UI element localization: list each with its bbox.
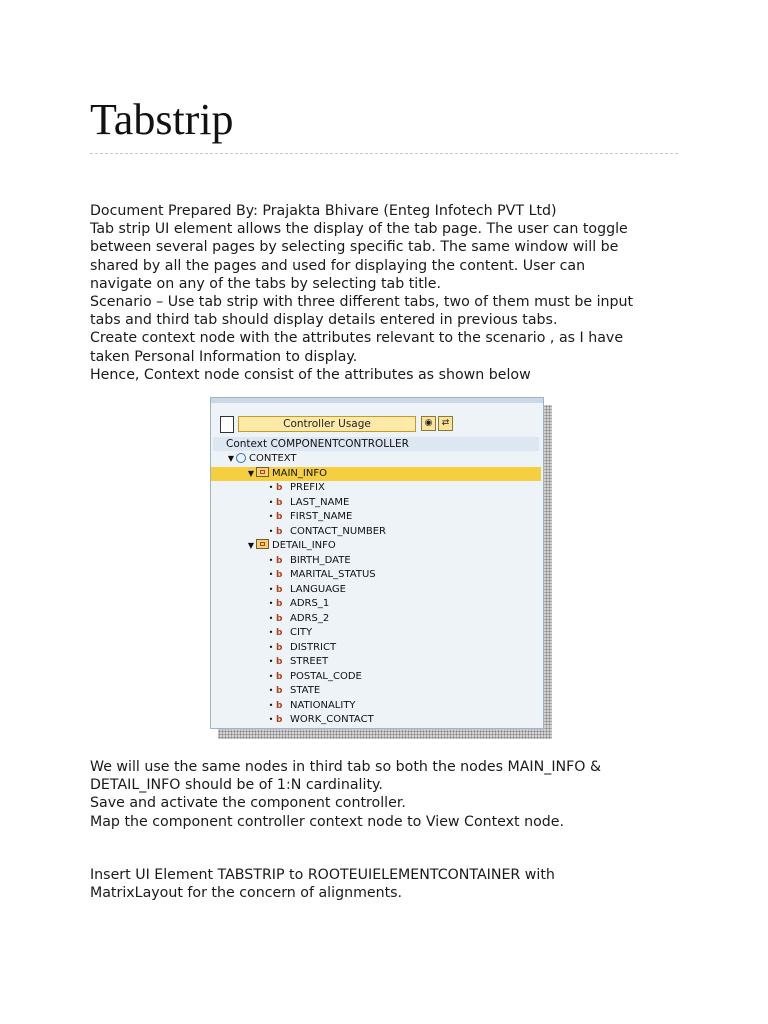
attribute-icon: b bbox=[276, 570, 283, 580]
tree-attribute[interactable] bbox=[211, 583, 346, 597]
tree-attribute[interactable] bbox=[211, 670, 362, 684]
bullet-icon: • bbox=[268, 483, 274, 492]
attribute-icon: b bbox=[276, 483, 283, 493]
context-node-icon bbox=[256, 467, 269, 477]
text-line: shared by all the pages and used for displaying the content. User can bbox=[90, 257, 586, 274]
tree-attribute-label: BIRTH_DATE bbox=[290, 554, 351, 566]
tree-root-context[interactable] bbox=[211, 452, 297, 466]
tree-attribute-label: LANGUAGE bbox=[290, 583, 346, 595]
tree-attribute[interactable] bbox=[211, 568, 376, 582]
text-line: Document Prepared By: Prajakta Bhivare (Enteg Infotech PVT Ltd) bbox=[90, 203, 557, 219]
text-line: taken Personal Information to display. bbox=[90, 348, 358, 365]
attribute-icon: b bbox=[276, 526, 283, 537]
context-root-icon bbox=[236, 453, 246, 463]
tree-attribute-label: FIRST_NAME bbox=[290, 511, 353, 522]
text-line: tabs and third tab should display details entered in previous tabs. bbox=[90, 312, 558, 329]
context-node-icon bbox=[256, 539, 269, 549]
tree-attribute[interactable] bbox=[211, 655, 328, 669]
collapse-triangle-icon[interactable]: ▼ bbox=[227, 454, 235, 463]
attribute-icon: b bbox=[276, 642, 283, 653]
bullet-icon: • bbox=[268, 599, 274, 608]
bullet-icon: • bbox=[268, 715, 274, 724]
collapse-triangle-icon[interactable]: ▼ bbox=[247, 541, 255, 550]
bullet-icon: • bbox=[268, 526, 274, 536]
tree-attribute-label: WORK_CONTACT bbox=[290, 714, 374, 725]
attribute-icon: b bbox=[276, 715, 283, 725]
bullet-icon: • bbox=[268, 512, 274, 521]
tree-attribute-label: DISTRICT bbox=[290, 641, 337, 653]
text-line: Hence, Context node consist of the attributes as shown below bbox=[90, 366, 531, 383]
bullet-icon: • bbox=[268, 497, 274, 507]
tree-attribute[interactable] bbox=[211, 496, 349, 510]
find-next-icon[interactable]: ⇄ bbox=[438, 416, 453, 431]
tree-attribute-label: ADRS_2 bbox=[290, 612, 330, 624]
controller-usage-button[interactable]: Controller Usage bbox=[238, 416, 416, 432]
tree-attribute[interactable] bbox=[211, 699, 356, 713]
bullet-icon: • bbox=[268, 642, 274, 652]
tree-attribute[interactable] bbox=[211, 641, 336, 655]
text-line: Map the component controller context node to View Context node. bbox=[90, 813, 565, 830]
bullet-icon: • bbox=[268, 613, 274, 623]
tree-node-label: CONTEXT bbox=[249, 453, 297, 464]
attribute-icon: b bbox=[276, 584, 283, 595]
attribute-icon: b bbox=[276, 555, 283, 566]
intro-paragraph bbox=[90, 202, 680, 384]
tree-attribute[interactable] bbox=[211, 597, 329, 611]
tree-attribute-label: POSTAL_CODE bbox=[290, 670, 362, 682]
text-line: navigate on any of the tabs by selecting tab title. bbox=[90, 275, 441, 292]
tree-node-label: DETAIL_INFO bbox=[272, 540, 336, 551]
text-line: We will use the same nodes in third tab so both the nodes MAIN_INFO & bbox=[90, 759, 602, 775]
tree-attribute[interactable] bbox=[211, 554, 351, 568]
cardinality-paragraph bbox=[90, 758, 680, 831]
tree-attribute-label: CITY bbox=[290, 627, 313, 638]
text-line: Tab strip UI element allows the display of the tab page. The user can toggle bbox=[90, 221, 628, 238]
bullet-icon: • bbox=[268, 555, 274, 565]
text-line: MatrixLayout for the concern of alignments. bbox=[90, 885, 403, 902]
tree-attribute[interactable] bbox=[211, 481, 325, 495]
bullet-icon: • bbox=[268, 700, 274, 710]
tree-attribute-label: NATIONALITY bbox=[290, 699, 356, 711]
tree-attribute[interactable] bbox=[211, 713, 374, 727]
document-title: Tabstrip bbox=[90, 95, 234, 144]
attribute-icon: b bbox=[276, 686, 283, 696]
context-header: Context COMPONENTCONTROLLER bbox=[213, 437, 539, 451]
tree-node[interactable] bbox=[211, 467, 541, 481]
attribute-icon: b bbox=[276, 613, 283, 624]
attribute-icon: b bbox=[276, 628, 283, 638]
tree-attribute[interactable] bbox=[211, 684, 320, 698]
tabstrip-paragraph bbox=[90, 866, 680, 902]
document-icon[interactable] bbox=[220, 416, 234, 433]
bullet-icon: • bbox=[268, 628, 274, 637]
tree-attribute-label: STATE bbox=[290, 685, 321, 696]
attribute-icon: b bbox=[276, 657, 283, 667]
tree-attribute-label: MARITAL_STATUS bbox=[290, 569, 376, 580]
attribute-icon: b bbox=[276, 497, 283, 508]
attribute-icon: b bbox=[276, 599, 283, 609]
text-line: Insert UI Element TABSTRIP to ROOTEUIELEMENTCONTAINER with bbox=[90, 867, 555, 883]
tree-attribute[interactable] bbox=[211, 525, 386, 539]
tree-node-label: MAIN_INFO bbox=[272, 467, 327, 479]
text-line: Create context node with the attributes relevant to the scenario , as I have bbox=[90, 330, 624, 347]
bullet-icon: • bbox=[268, 584, 274, 594]
tree-attribute-label: LAST_NAME bbox=[290, 496, 350, 508]
text-line: Save and activate the component controller. bbox=[90, 795, 406, 812]
collapse-triangle-icon[interactable]: ▼ bbox=[247, 468, 255, 478]
text-line: DETAIL_INFO should be of 1:N cardinality. bbox=[90, 777, 383, 794]
tree-attribute[interactable] bbox=[211, 626, 312, 640]
attribute-icon: b bbox=[276, 700, 283, 711]
tree-node[interactable] bbox=[211, 539, 336, 553]
binoculars-icon[interactable]: ◉ bbox=[421, 416, 436, 431]
title-divider bbox=[90, 153, 678, 154]
bullet-icon: • bbox=[268, 657, 274, 666]
bullet-icon: • bbox=[268, 570, 274, 579]
text-line: between several pages by selecting specific tab. The same window will be bbox=[90, 239, 619, 256]
tree-attribute[interactable] bbox=[211, 510, 352, 524]
figure-top-border bbox=[211, 398, 543, 403]
bullet-icon: • bbox=[268, 686, 274, 695]
tree-attribute-label: STREET bbox=[290, 656, 329, 667]
tree-attribute-label: PREFIX bbox=[290, 482, 325, 493]
tree-attribute-label: ADRS_1 bbox=[290, 598, 330, 609]
text-line: Scenario – Use tab strip with three different tabs, two of them must be input bbox=[90, 294, 634, 311]
attribute-icon: b bbox=[276, 671, 283, 682]
context-tree-screenshot bbox=[210, 397, 544, 729]
attribute-icon: b bbox=[276, 512, 283, 522]
bullet-icon: • bbox=[268, 671, 274, 681]
tree-attribute-label: CONTACT_NUMBER bbox=[290, 525, 386, 537]
tree-attribute[interactable] bbox=[211, 612, 329, 626]
